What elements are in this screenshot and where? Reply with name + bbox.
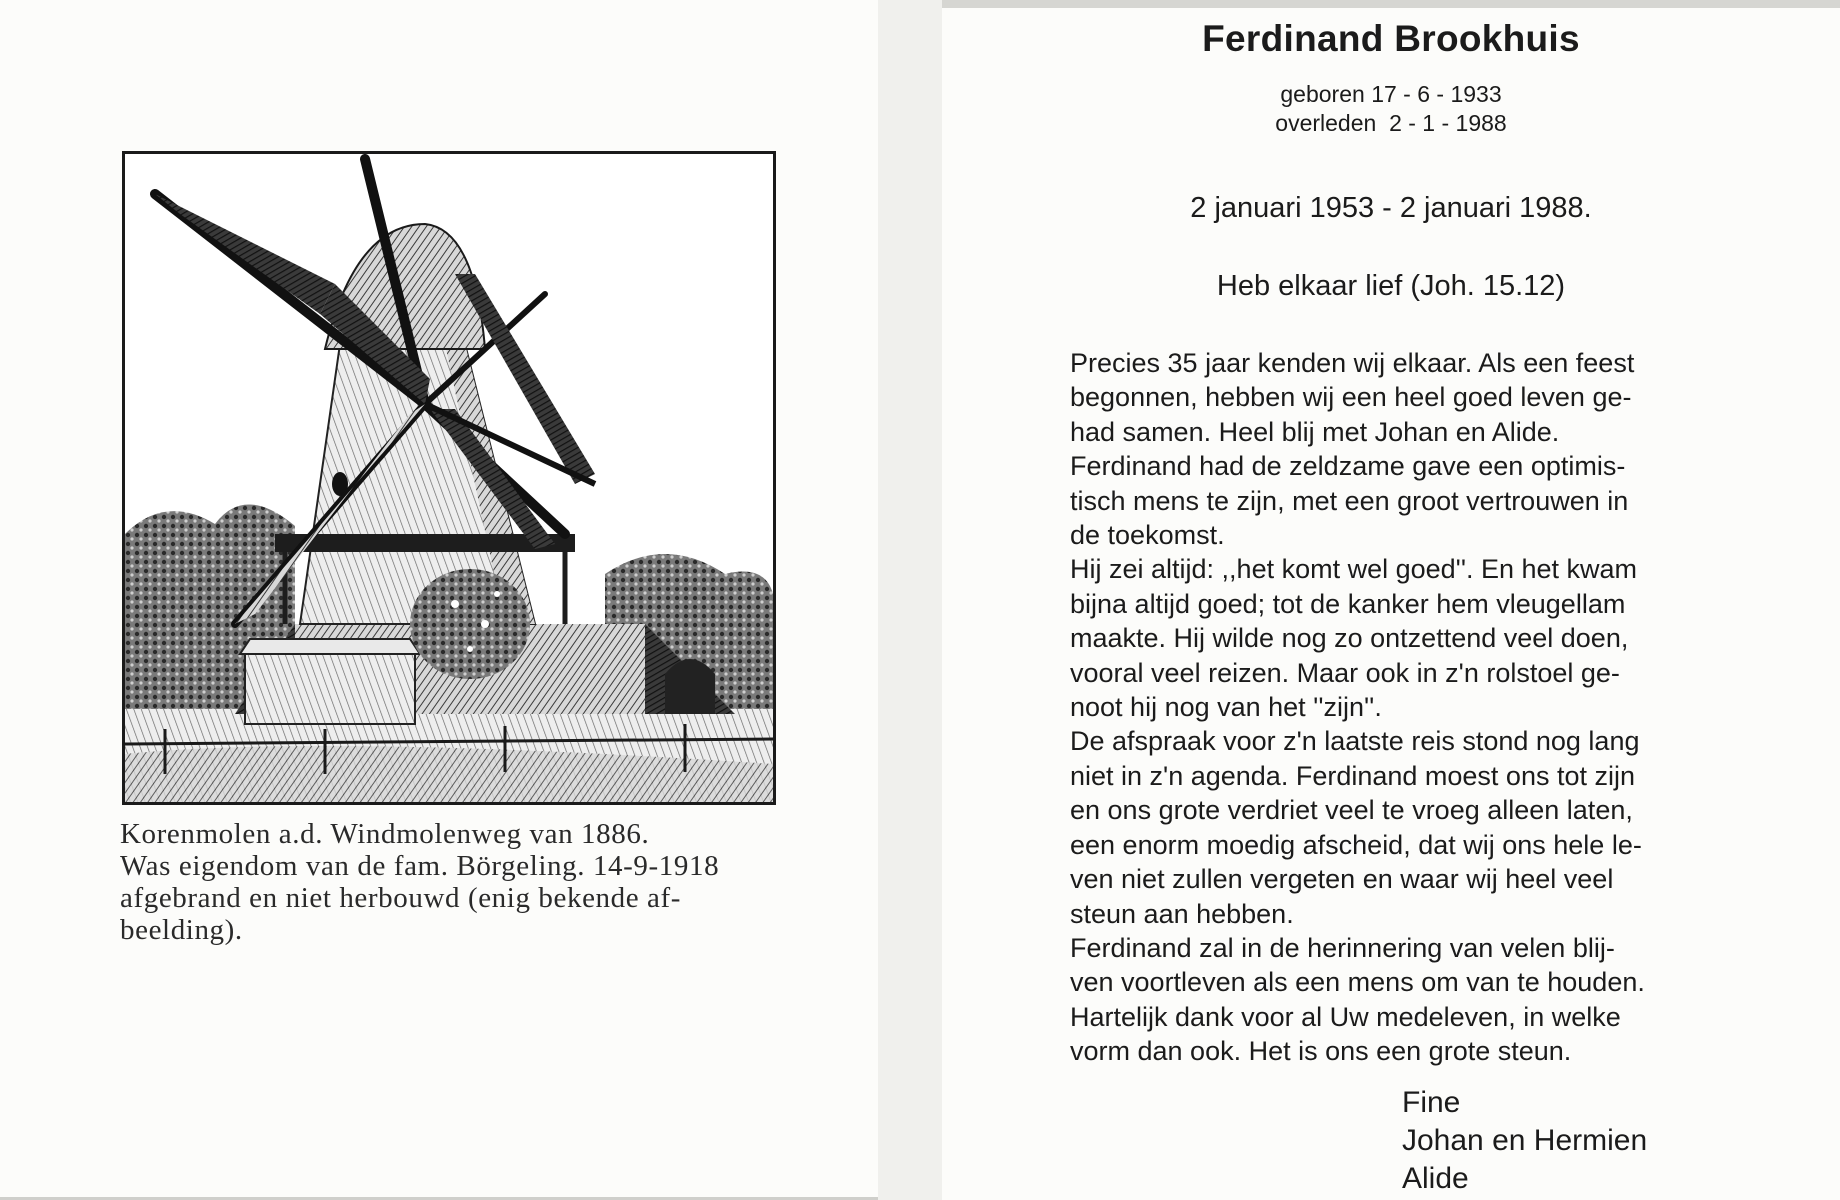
text-line: ven voortleven als een mens om van te houden.: [1070, 967, 1645, 998]
text-line: een enorm moedig afscheid, dat wij ons hele le-: [1070, 829, 1642, 860]
signature-name: Alide: [1402, 1162, 1469, 1195]
death-date: overleden 2 - 1 - 1988: [1275, 110, 1507, 136]
picture-caption: [120, 818, 780, 946]
text-line: Ferdinand zal in de herinnering van velen blij-: [1070, 932, 1615, 963]
left-card: [0, 0, 878, 1200]
marriage-period: 2 januari 1953 - 2 januari 1988.: [1190, 192, 1592, 224]
text-line: tisch mens te zijn, met een groot vertrouwen in: [1070, 485, 1629, 516]
text-line: Precies 35 jaar kenden wij elkaar. Als een feest: [1070, 348, 1635, 378]
text-line: ven niet zullen vergeten en waar wij heel veel: [1070, 864, 1614, 895]
text-line: steun aan hebben.: [1070, 898, 1294, 929]
caption-line: Was eigendom van de fam. Börgeling. 14-9-1918: [120, 850, 720, 882]
caption-line: beelding).: [120, 914, 243, 946]
text-line: Ferdinand had de zeldzame gave een optimis-: [1070, 451, 1626, 482]
text-line: Hartelijk dank voor al Uw medeleven, in welke: [1070, 1001, 1621, 1032]
text-line: noot hij nog van het ''zijn''.: [1070, 692, 1382, 723]
windmill-illustration: [122, 151, 776, 805]
signature-name: Johan en Hermien: [1402, 1124, 1648, 1157]
memorial-text: [1070, 346, 1736, 1069]
right-card: [942, 0, 1840, 1200]
text-line: maakte. Hij wilde nog zo ontzettend veel doen,: [1070, 623, 1629, 654]
signature-name: Fine: [1402, 1086, 1461, 1119]
life-dates: [942, 80, 1840, 138]
text-line: vorm dan ook. Het is ons een grote steun.: [1070, 1036, 1572, 1067]
text-line: begonnen, hebben wij een heel goed leven ge-: [1070, 382, 1632, 413]
text-line: de toekomst.: [1070, 520, 1225, 551]
card-gutter: [878, 0, 942, 1200]
windmill-drawing: [125, 154, 773, 802]
signatures: [1402, 1084, 1647, 1198]
text-line: en ons grote verdriet veel te vroeg alleen laten,: [1070, 795, 1633, 826]
text-line: niet in z'n agenda. Ferdinand moest ons tot zijn: [1070, 760, 1635, 791]
text-line: vooral veel reizen. Maar ook in z'n rolstoel ge-: [1070, 657, 1620, 688]
text-line: Hij zei altijd: ,,het komt wel goed''. En het kwam: [1070, 554, 1638, 585]
caption-line: afgebrand en niet herbouwd (enig bekende af-: [120, 882, 682, 914]
text-line: De afspraak voor z'n laatste reis stond nog lang: [1070, 726, 1640, 757]
text-line: bijna altijd goed; tot de kanker hem vleugellam: [1070, 588, 1626, 619]
bible-verse: Heb elkaar lief (Joh. 15.12): [1216, 270, 1566, 302]
caption-line: Korenmolen a.d. Windmolenweg van 1886.: [120, 818, 650, 850]
text-line: had samen. Heel blij met Johan en Alide.: [1070, 416, 1560, 447]
deceased-name: Ferdinand Brookhuis: [1202, 18, 1580, 59]
birth-date: geboren 17 - 6 - 1933: [1280, 81, 1502, 107]
